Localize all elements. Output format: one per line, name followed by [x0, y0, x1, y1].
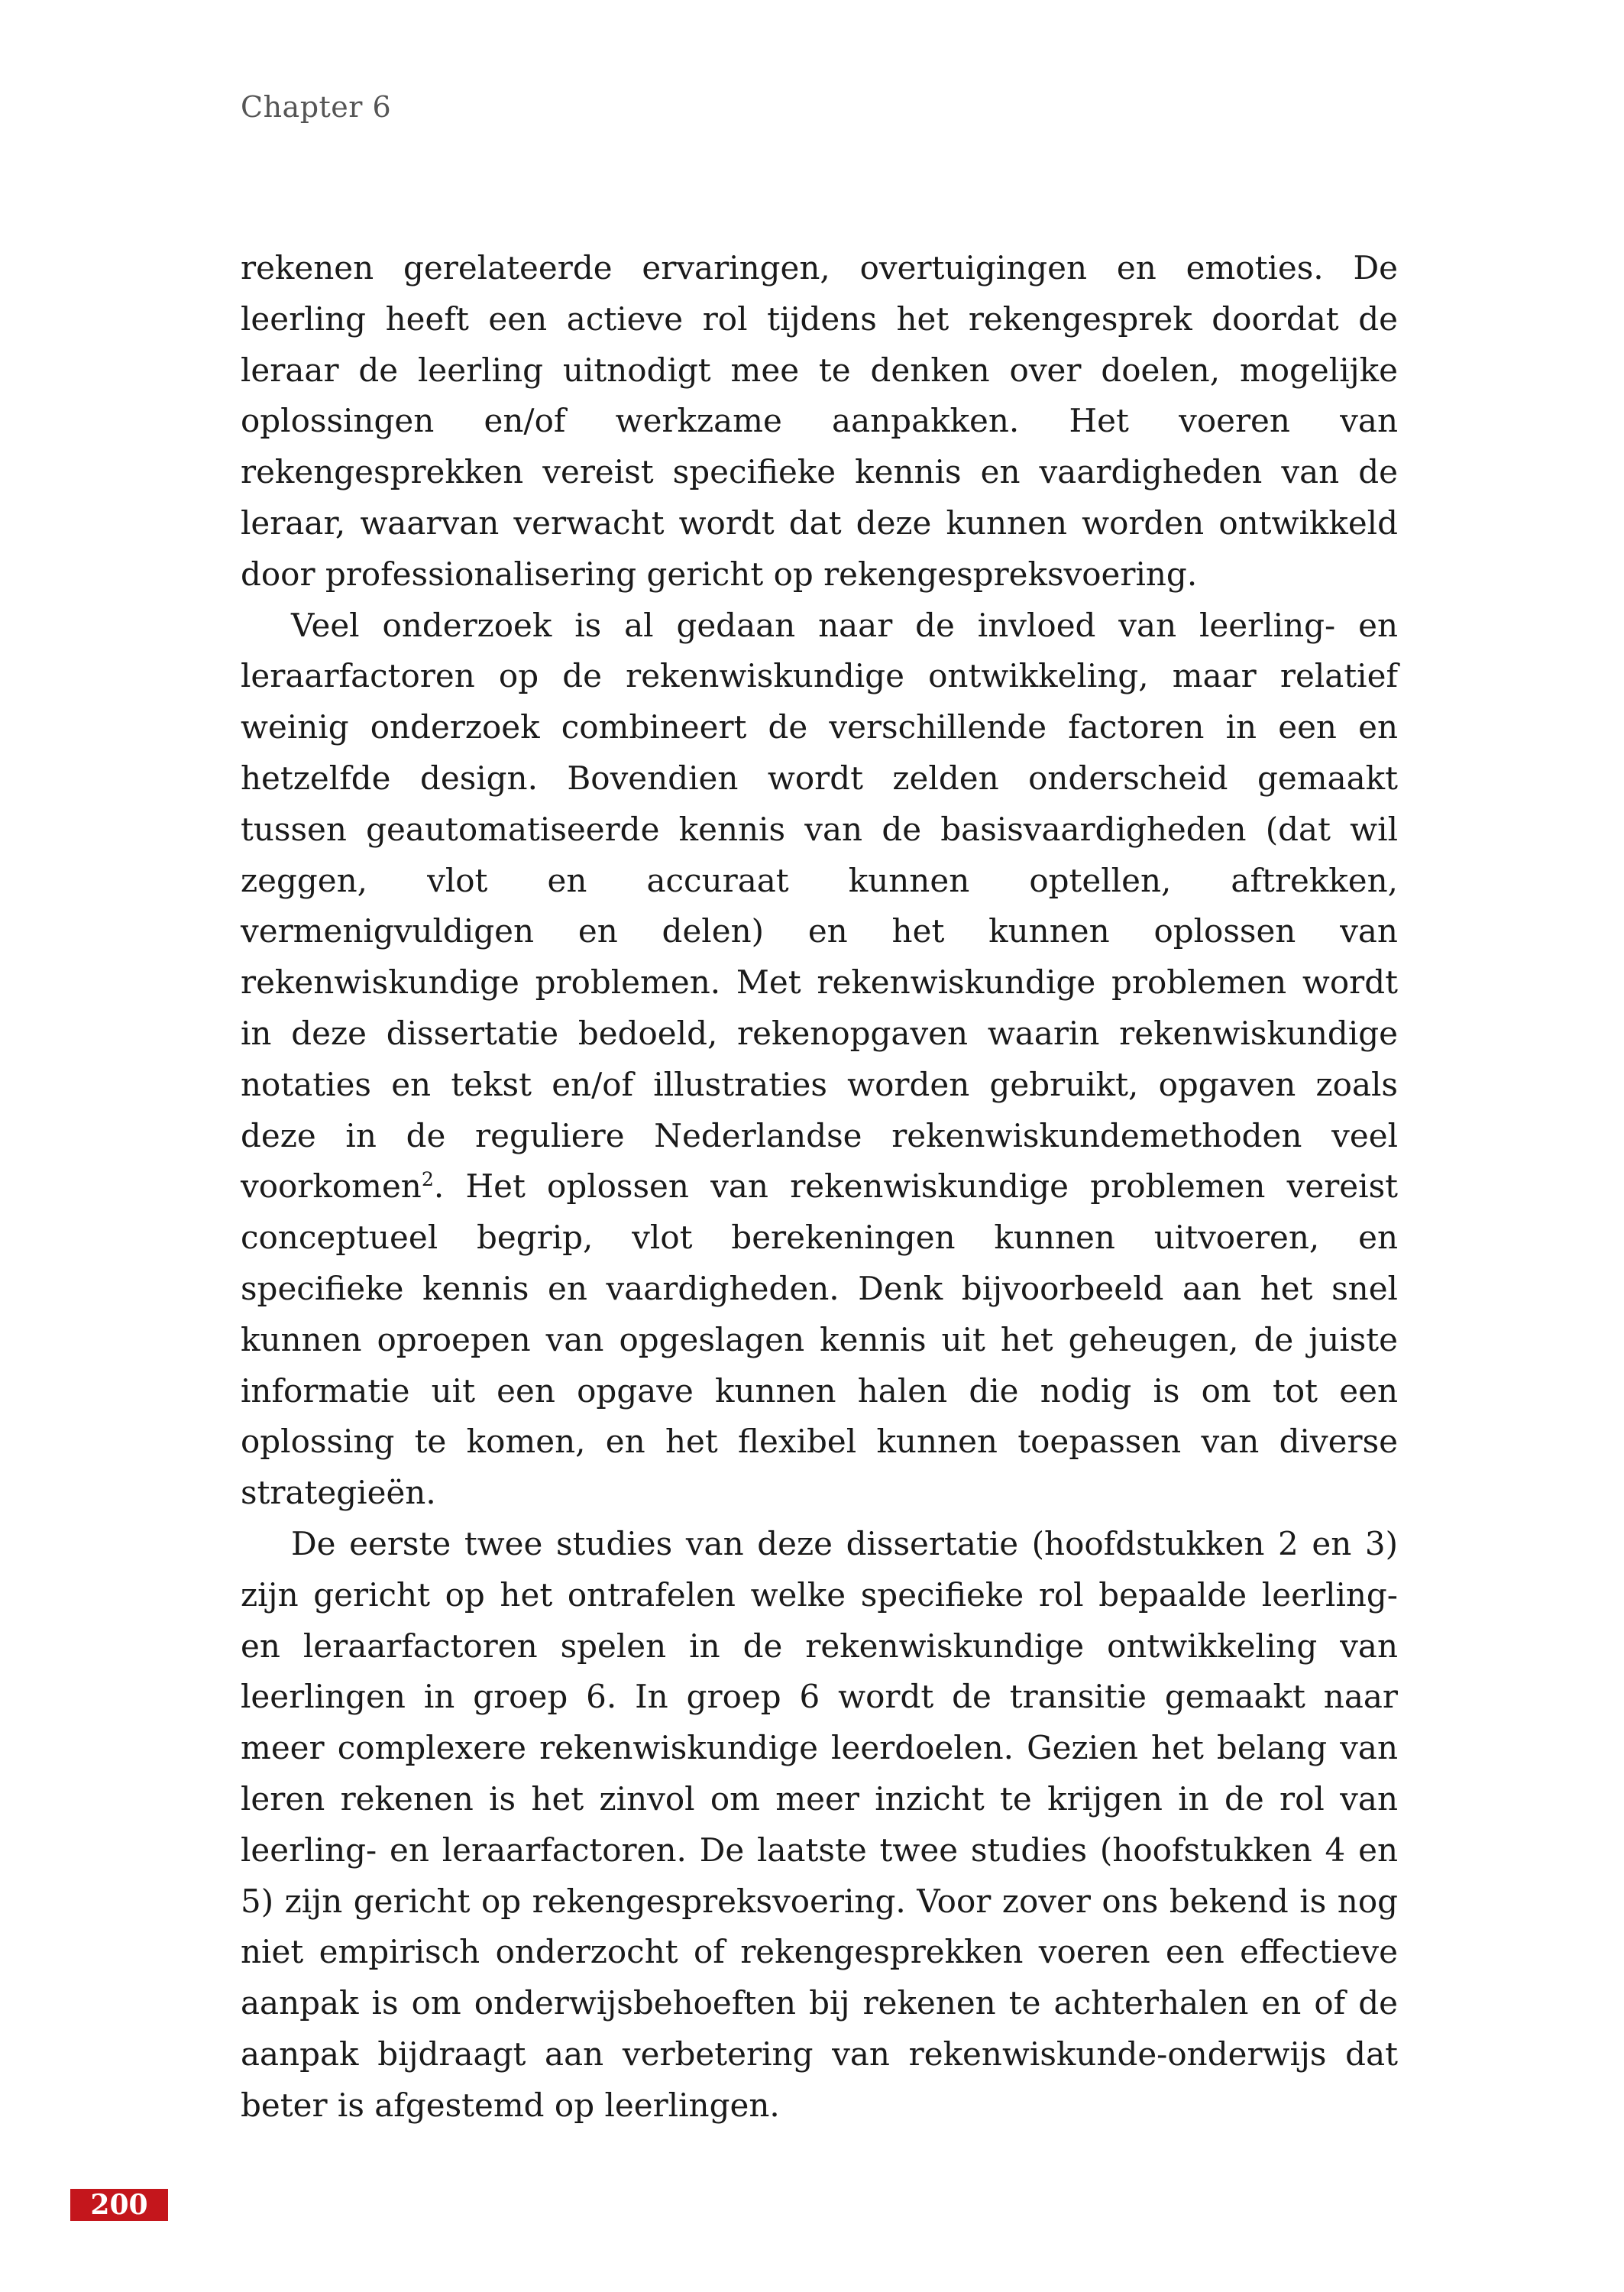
- body-text: [241, 243, 1398, 2131]
- paragraph-3: De eerste twee studies van deze dissertatie (hoofdstukken 2 en 3) zijn gericht op het ontrafelen welke specifieke rol bepaalde leerling- en leraarfactoren spelen in de rekenwiskundige ontwikkeling van leerlingen in groep 6. In groep 6 wordt de transitie gemaakt naar meer complexere rekenwiskundige leerdoelen. Gezien het belang van leren rekenen is het zinvol om meer inzicht te krijgen in de rol van leerling- en leraarfactoren. De laatste twee studies (hoofstukken 4 en 5) zijn gericht op rekengespreksvoering. Voor zover ons bekend is nog niet empirisch onderzocht of rekengesprekken voeren een effectieve aanpak is om onderwijsbehoeften bij rekenen te achterhalen en of de aanpak bijdraagt aan verbetering van rekenwiskunde-onderwijs dat beter is afgestemd op leerlingen.: [241, 1524, 1398, 2124]
- running-head: Chapter 6: [241, 90, 392, 124]
- paragraph-2-part-1: Veel onderzoek is al gedaan naar de invloed van leerling- en leraarfactoren op de rekenwiskundige ontwikkeling, maar relatief weinig onderzoek combineert de verschillende factoren in een en hetzelfde design. Bovendien wordt zelden onderscheid gemaakt tussen geautomatiseerde kennis van de basisvaardigheden (dat wil zeggen, vlot en accuraat kunnen optellen, aftrekken, vermenigvuldigen en delen) en het kunnen oplossen van rekenwiskundige problemen. Met rekenwiskundige problemen wordt in deze dissertatie bedoeld, rekenopgaven waarin rekenwiskundige notaties en tekst en/of illustraties worden gebruikt, opgaven zoals deze in de reguliere Nederlandse rekenwiskundemethoden veel voorkomen: [241, 606, 1398, 1206]
- paragraph-2: [241, 601, 1398, 1519]
- page-number: 200: [70, 2189, 168, 2221]
- footnote-reference[interactable]: 2: [421, 1168, 434, 1191]
- paragraph-2-part-2: . Het oplossen van rekenwiskundige problemen vereist conceptueel begrip, vlot berekeningen kunnen uitvoeren, en specifieke kennis en vaardigheden. Denk bijvoorbeeld aan het snel kunnen oproepen van opgeslagen kennis uit het geheugen, de juiste informatie uit een opgave kunnen halen die nodig is om tot een oplossing te komen, en het flexibel kunnen toepassen van diverse strategieën.: [241, 1167, 1398, 1512]
- paragraph-1: rekenen gerelateerde ervaringen, overtuigingen en emoties. De leerling heeft een actieve rol tijdens het rekengesprek doordat de leraar de leerling uitnodigt mee te denken over doelen, mogelijke oplossingen en/of werkzame aanpakken. Het voeren van rekengesprekken vereist specifieke kennis en vaardigheden van de leraar, waarvan verwacht wordt dat deze kunnen worden ontwikkeld door professionalisering gericht op rekengespreksvoering.: [241, 249, 1398, 593]
